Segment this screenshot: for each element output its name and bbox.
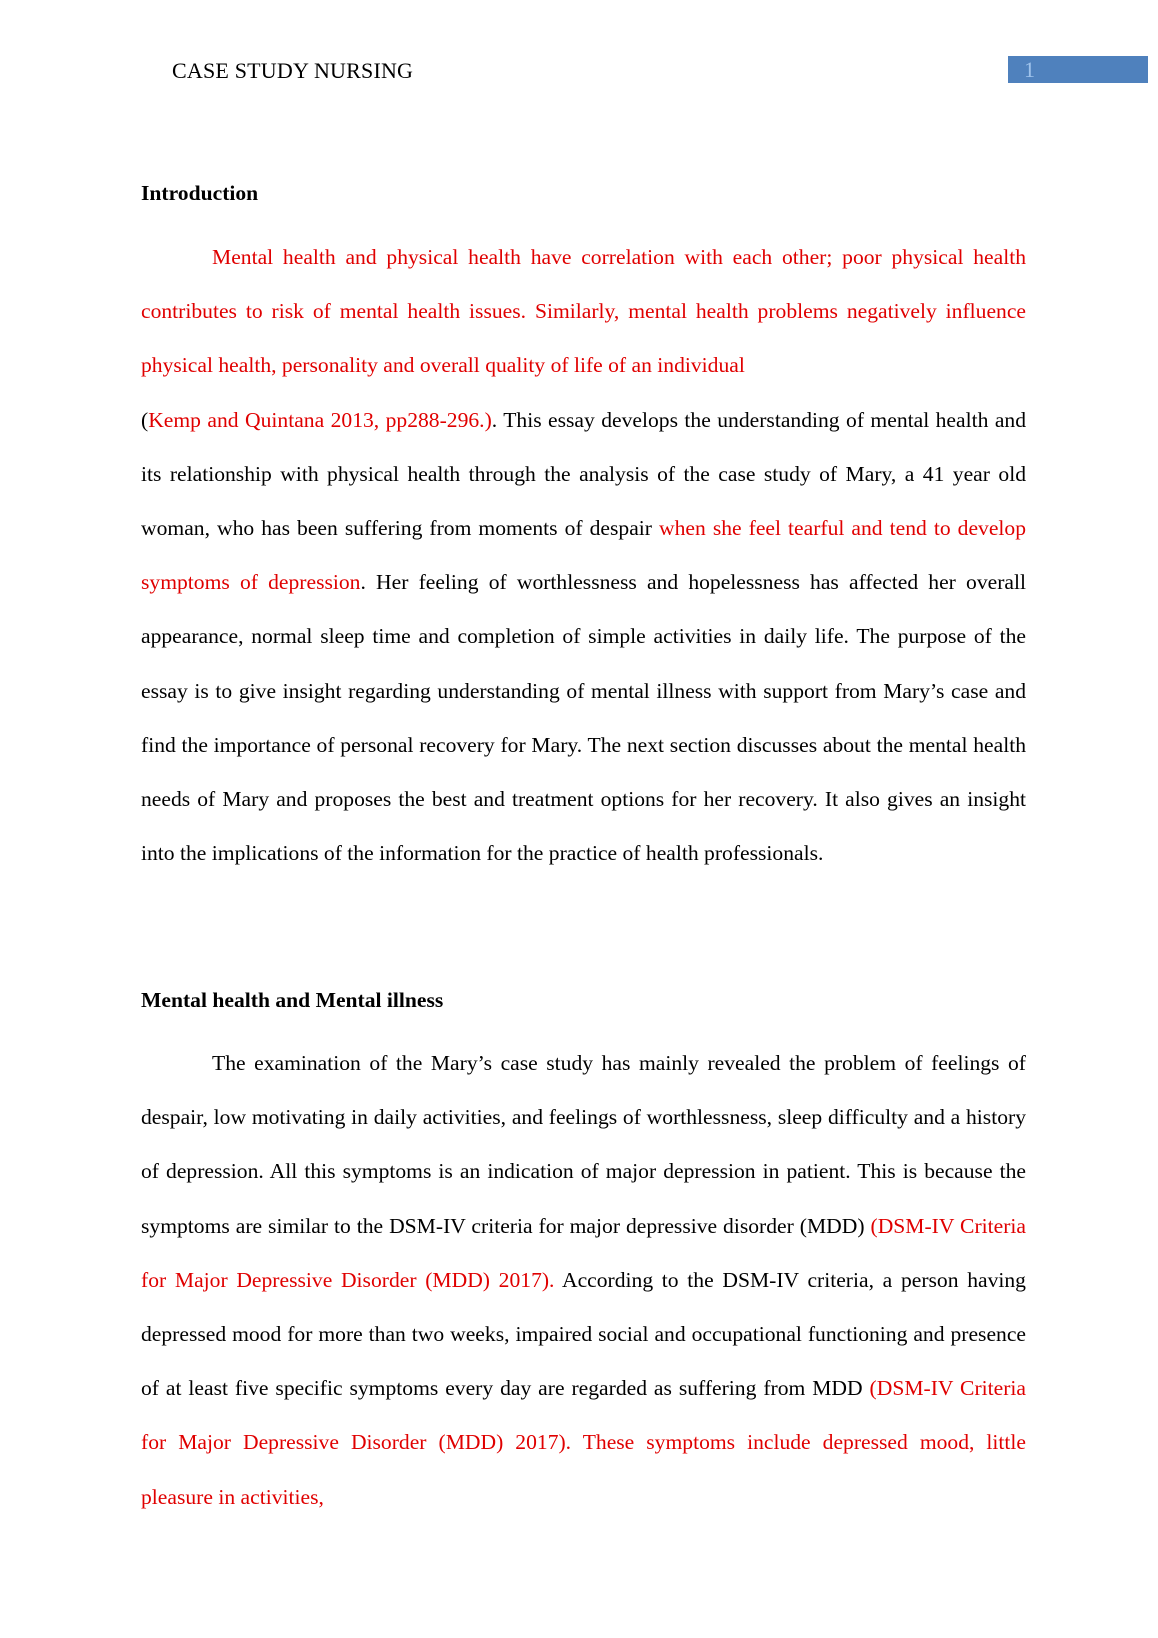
running-header-title: CASE STUDY NURSING <box>172 58 414 83</box>
introduction-paragraph <box>141 230 1026 880</box>
text-run: ( <box>141 407 149 432</box>
section-heading-introduction: Introduction <box>141 181 259 205</box>
text-run: According to the DSM-IV criteria, a person having depressed mood for more than two weeks, impaired social and occupational functioning and presence of at least five specific symptoms every day are regarded as suffering from MDD <box>141 1267 1026 1401</box>
text-run: The examination of the Mary’s case study has mainly revealed the problem of feelings of despair, low motivating in daily activities, and feelings of worthlessness, sleep difficulty and a history of depression. All this symptoms is an indication of major depression in patient. This is because the symptoms are similar to the DSM-IV criteria for major depressive disorder (MDD) <box>141 1051 1026 1238</box>
citation: (DSM-IV Criteria for Major Depressive Disorder (MDD) 2017). <box>141 1213 1026 1292</box>
page-number: 1 <box>1024 57 1035 82</box>
mental-health-body <box>141 1036 1026 1524</box>
citation: (DSM-IV Criteria for Major Depressive Disorder (MDD) 2017). These symptoms include depressed mood, little pleasure in activities, <box>141 1376 1027 1509</box>
page-number-badge <box>1008 56 1148 83</box>
text-run: . Her feeling of worthlessness and hopelessness has affected her overall appearance, normal sleep time and completion of simple activities in daily life. The purpose of the essay is to give insight regarding understanding of mental illness with support from Mary’s case and find the importance of personal recovery for Mary. The next section discusses about the mental health needs of Mary and proposes the best and treatment options for her recovery. It also gives an insight into the implications of the information for the practice of health professionals. <box>141 570 1026 866</box>
mental-health-paragraph <box>141 1036 1026 1524</box>
section-heading-mental-health: Mental health and Mental illness <box>141 988 444 1012</box>
citation: Kemp and Quintana 2013, pp288-296.) <box>148 407 492 432</box>
highlighted-text: Mental health and physical health have correlation with each other; poor physical health contributes to risk of mental health issues. Similarly, mental health problems negatively influence physical health, personality and overall quality of life of an individual <box>141 245 1026 378</box>
introduction-body <box>141 230 1026 880</box>
text-run: . This essay develops the understanding of mental health and its relationship with physical health through the analysis of the case study of Mary, a 41 year old woman, who has been suffering from moments of despair <box>141 407 1026 541</box>
highlighted-text: when she feel tearful and tend to develop symptoms of depression <box>141 516 1027 595</box>
